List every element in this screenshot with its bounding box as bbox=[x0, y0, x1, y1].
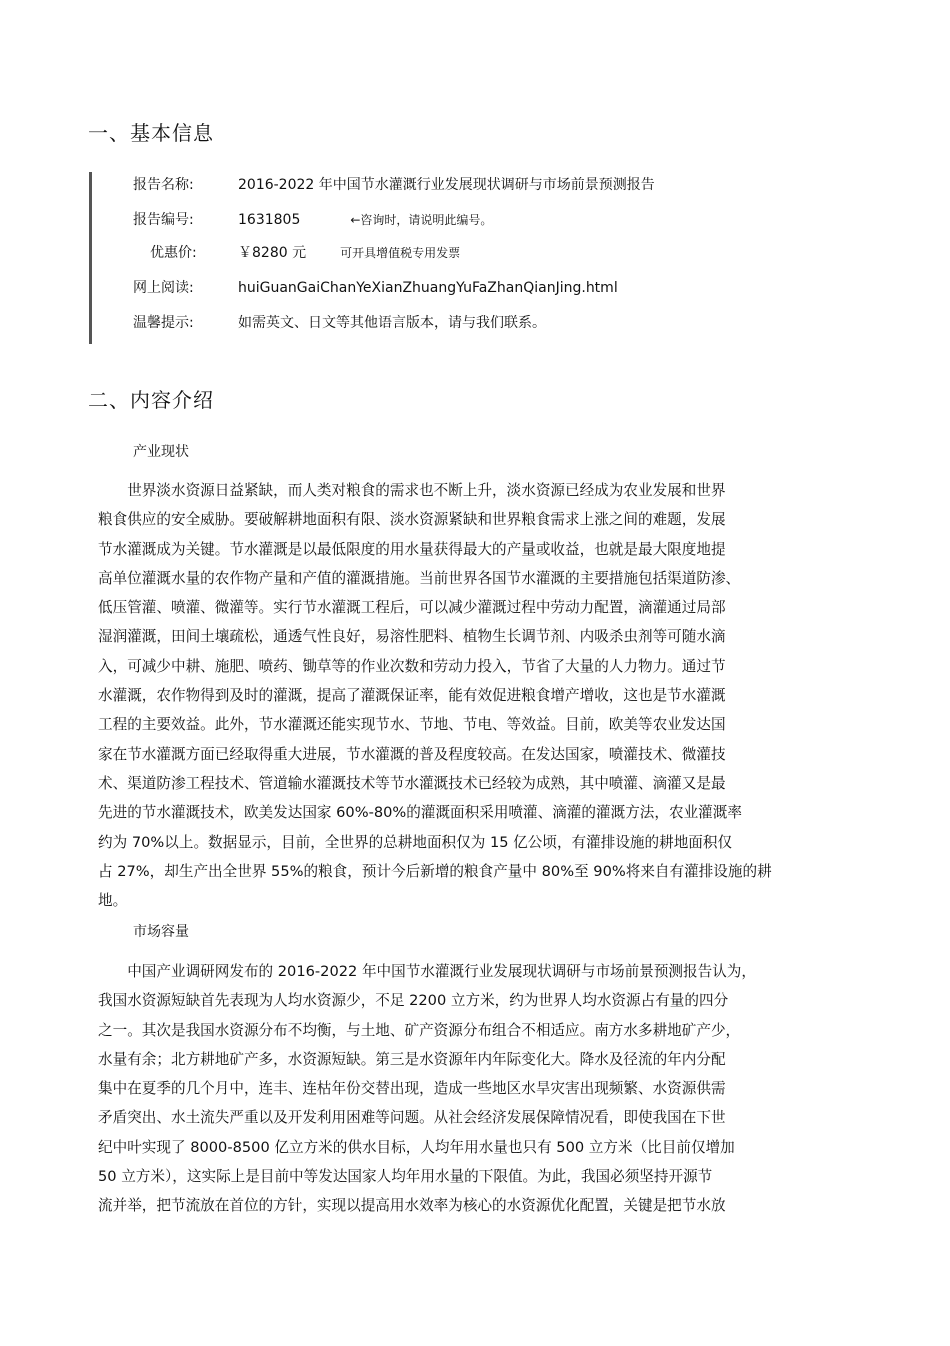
info-row-tip bbox=[133, 312, 546, 332]
info-row-report-name bbox=[133, 174, 655, 194]
report-code-note: ←咨询时，请说明此编号。 bbox=[350, 213, 493, 227]
text-line: 矛盾突出、水土流失严重以及开发利用困难等问题。从社会经济发展保障情况看，即使我国在下世 bbox=[98, 1109, 726, 1127]
text-line: 高单位灌溉水量的农作物产量和产值的灌溉措施。当前世界各国节水灌溉的主要措施包括渠道防渗、 bbox=[98, 569, 741, 587]
text-line: 中国产业调研网发布的 2016-2022 年中国节水灌溉行业发展现状调研与市场前景预测报告认为， bbox=[98, 963, 756, 980]
text-line: 入，可减少中耕、施肥、喷药、锄草等的作业次数和劳动力投入，节省了大量的人力物力。通过节 bbox=[98, 657, 726, 675]
text-line: 世界淡水资源日益紧缺，而人类对粮食的需求也不断上升，淡水资源已经成为农业发展和世界 bbox=[98, 482, 726, 499]
info-row-price bbox=[150, 242, 460, 262]
text-line: 低压管灌、喷灌、微灌等。实行节水灌溉工程后，可以减少灌溉过程中劳动力配置，滴灌通过局部 bbox=[98, 599, 726, 617]
text-line: 家在节水灌溉方面已经取得重大进展，节水灌溉的普及程度较高。在发达国家，喷灌技术、微灌技 bbox=[98, 745, 726, 763]
online-read-link[interactable]: huiGuanGaiChanYeXianZhuangYuFaZhanQianJing.html bbox=[238, 280, 618, 296]
info-row-report-code bbox=[133, 209, 492, 229]
report-name-label: 报告名称: bbox=[133, 177, 194, 193]
text-line: 工程的主要效益。此外，节水灌溉还能实现节水、节地、节电、等效益。目前，欧美等农业发达国 bbox=[98, 716, 726, 734]
text-line: 地。 bbox=[98, 892, 128, 910]
section-title-basic-info: 一、基本信息 bbox=[88, 121, 214, 145]
tip-label: 温馨提示: bbox=[133, 315, 194, 331]
text-line: 粮食供应的安全威胁。要破解耕地面积有限、淡水资源紧缺和世界粮食需求上涨之间的难题，发展 bbox=[98, 511, 726, 529]
text-line: 占 27%，却生产出全世界 55%的粮食，预计今后新增的粮食产量中 80%至 90%将来自有灌排设施的耕 bbox=[98, 862, 772, 880]
paragraph-market-capacity bbox=[98, 957, 843, 1221]
text-line: 节水灌溉成为关键。节水灌溉是以最低限度的用水量获得最大的产量或收益，也就是最大限度地提 bbox=[98, 540, 726, 558]
text-line: 术、渠道防渗工程技术、管道输水灌溉技术等节水灌溉技术已经较为成熟，其中喷灌、滴灌又是最 bbox=[98, 774, 726, 792]
text-line: 湿润灌溉，田间土壤疏松，通透气性良好，易溶性肥料、植物生长调节剂、内吸杀虫剂等可随水滴 bbox=[98, 628, 726, 646]
price-value: ￥8280 元 bbox=[238, 245, 307, 261]
info-row-online-read bbox=[133, 277, 618, 297]
section-title-content: 二、内容介绍 bbox=[88, 388, 214, 412]
text-line: 之一。其次是我国水资源分布不均衡，与土地、矿产资源分布组合不相适应。南方水多耕地矿产少， bbox=[98, 1021, 741, 1039]
report-code-value: 1631805 bbox=[238, 212, 301, 228]
text-line: 50 立方米），这实际上是目前中等发达国家人均年用水量的下限值。为此，我国必须坚持开源节 bbox=[98, 1168, 713, 1186]
price-note: 可开具增值税专用发票 bbox=[340, 246, 461, 260]
text-line: 水灌溉，农作物得到及时的灌溉，提高了灌溉保证率，能有效促进粮食增产增收，这也是节水灌溉 bbox=[98, 687, 726, 705]
text-line: 流并举，把节流放在首位的方针，实现以提高用水效率为核心的水资源优化配置，关键是把节水放 bbox=[98, 1197, 726, 1215]
info-left-border bbox=[89, 172, 92, 344]
report-name-value: 2016-2022 年中国节水灌溉行业发展现状调研与市场前景预测报告 bbox=[238, 177, 655, 193]
subheading-industry-status: 产业现状 bbox=[133, 444, 189, 460]
text-line: 我国水资源短缺首先表现为人均水资源少，不足 2200 立方米，约为世界人均水资源占有量的四分 bbox=[98, 992, 729, 1010]
text-line: 水量有余；北方耕地矿产多，水资源短缺。第三是水资源年内年际变化大。降水及径流的年内分配 bbox=[98, 1050, 726, 1068]
paragraph-industry-status bbox=[98, 476, 843, 915]
text-line: 先进的节水灌溉技术，欧美发达国家 60%-80%的灌溉面积采用喷灌、滴灌的灌溉方法，农业灌溉率 bbox=[98, 804, 742, 822]
text-line: 纪中叶实现了 8000-8500 亿立方米的供水目标，人均年用水量也只有 500 立方米（比目前仅增加 bbox=[98, 1138, 735, 1156]
text-line: 约为 70%以上。数据显示，目前，全世界的总耕地面积仅为 15 亿公顷，有灌排设施的耕地面积仅 bbox=[98, 833, 733, 851]
online-read-label: 网上阅读: bbox=[133, 280, 194, 296]
text-line: 集中在夏季的几个月中，连丰、连枯年份交替出现，造成一些地区水旱灾害出现频繁、水资源供需 bbox=[98, 1080, 726, 1098]
tip-value: 如需英文、日文等其他语言版本，请与我们联系。 bbox=[238, 315, 546, 331]
report-code-label: 报告编号: bbox=[133, 212, 194, 228]
price-label: 优惠价: bbox=[150, 245, 197, 261]
subheading-market-capacity: 市场容量 bbox=[133, 924, 189, 940]
